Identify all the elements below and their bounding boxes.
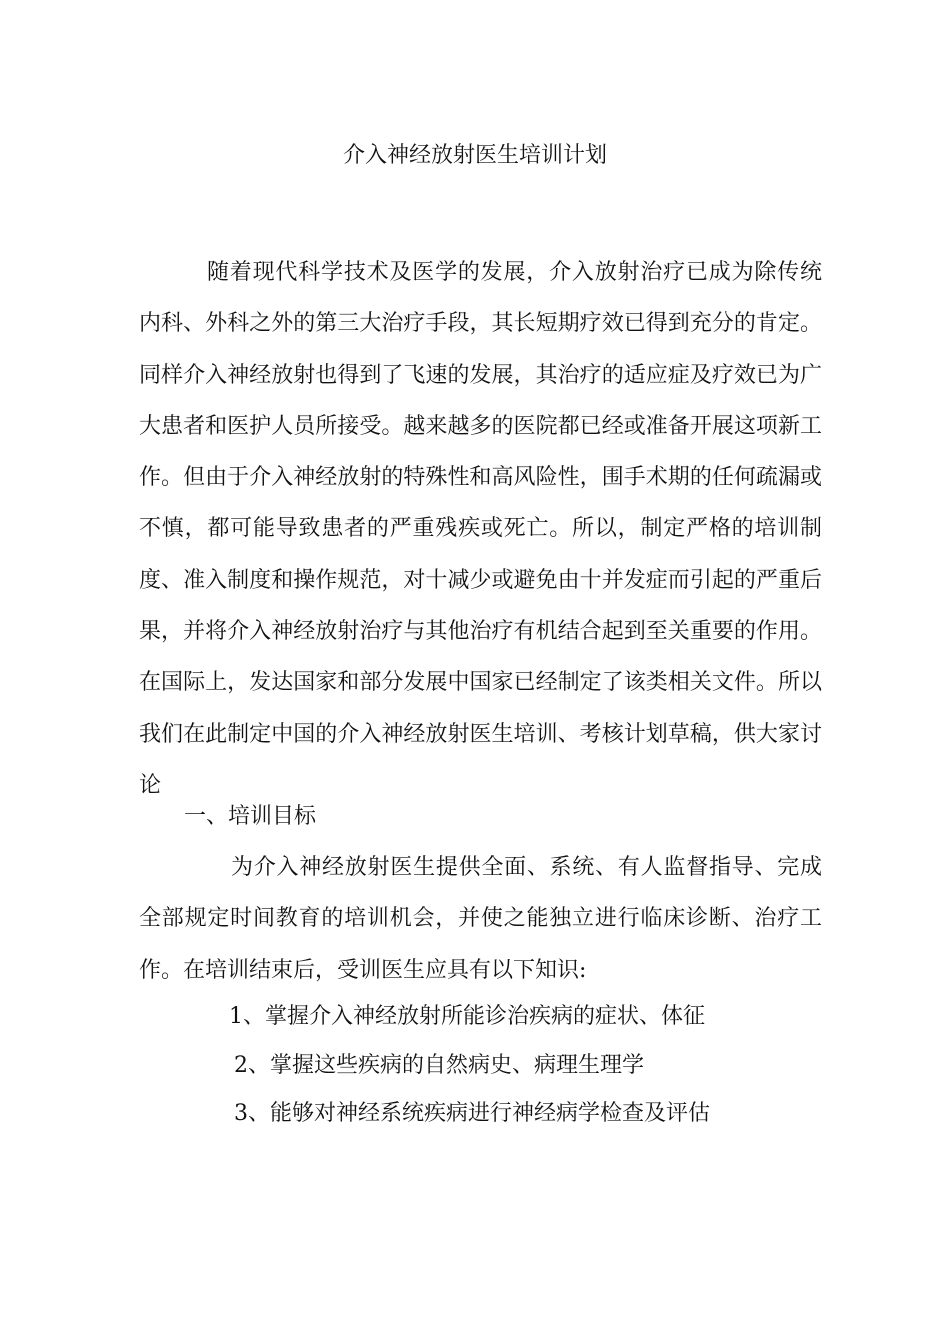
document-title: 介入神经放射医生培训计划 [342, 143, 607, 168]
intro-paragraph: 随着现代科学技术及医学的发展，介入放射治疗已成为除传统内科、外科之外的第三大治疗手段，其长短期疗效已得到充分的肯定。同样介入神经放射也得到了飞速的发展，其治疗的适应症及疗效已为广大患者和医护人员所接受。越来越多的医院都已经或准备开展这项新工作。但由于介入神经放射的特殊性和高风险性，围手术期的任何疏漏或不慎，都可能导致患者的严重残疾或死亡。所以，制定严格的培训制度、准入制度和操作规范，对十减少或避免由十并发症而引起的严重后果，并将介入神经放射治疗与其他治疗有机结合起到至关重要的作用。在国际上，发达国家和部分发展中国家已经制定了该类相关文件。所以我们在此制定中国的介入神经放射医生培训、考核计划草稿，供大家讨论 [139, 260, 822, 798]
section-heading-training-goals: 一、培训目标 [184, 804, 317, 829]
list-item: 3、能够对神经系统疾病进行神经病学检查及评估 [234, 1101, 710, 1126]
list-item: 2、掌握这些疾病的自然病史、病理生理学 [234, 1053, 644, 1078]
list-item: 1、掌握介入神经放射所能诊治疾病的症状、体征 [229, 1004, 705, 1029]
training-goals-paragraph: 为介入神经放射医生提供全面、系统、有人监督指导、完成全部规定时间教育的培训机会，并使之能独立进行临床诊断、治疗工作。在培训结束后，受训医生应具有以下知识: [139, 855, 822, 983]
